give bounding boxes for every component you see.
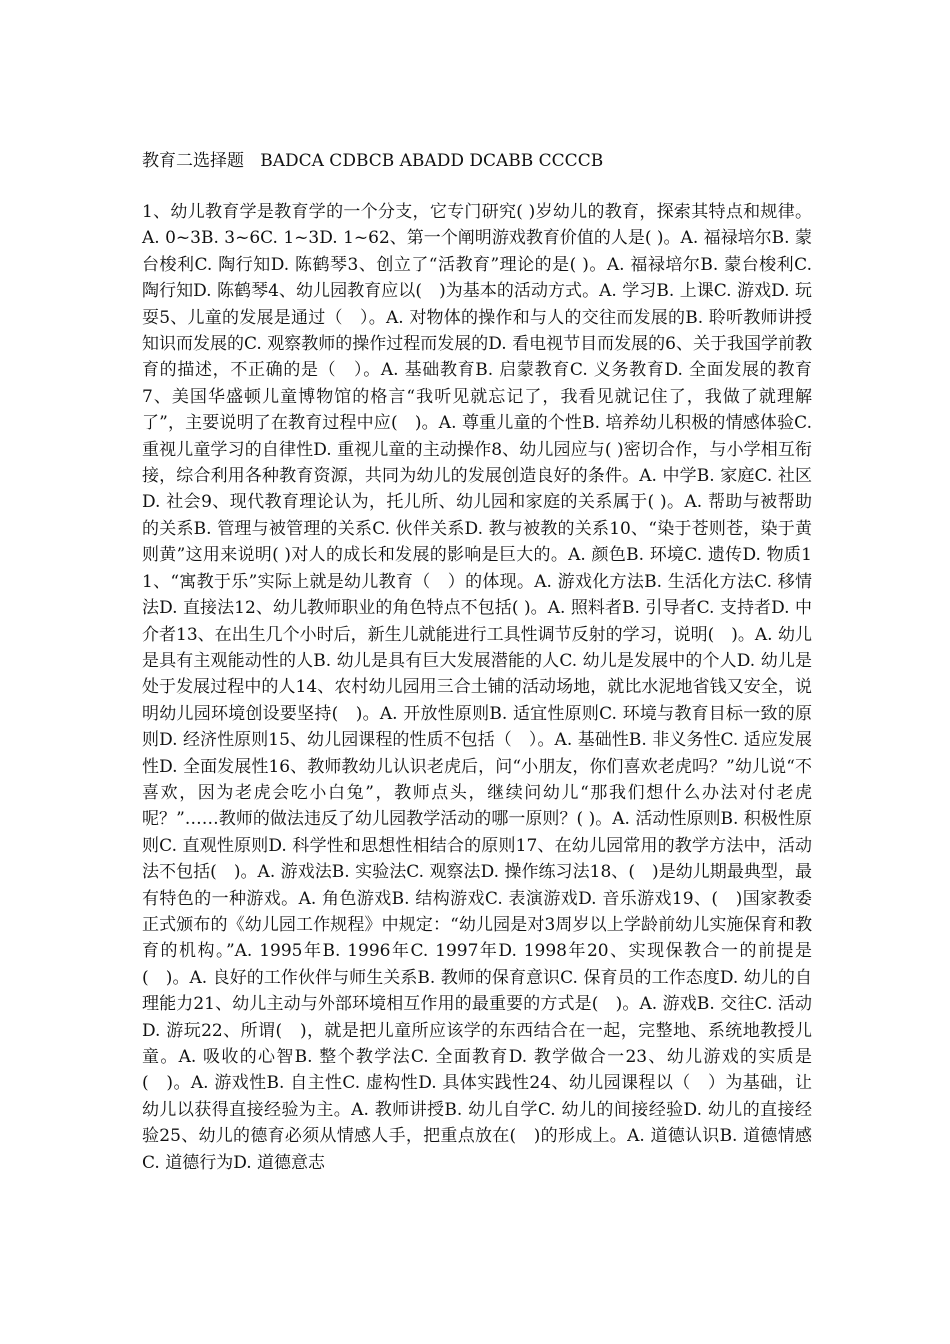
document-header — [142, 148, 822, 174]
question-body: 1、幼儿教育学是教育学的一个分支，它专门研究( )岁幼儿的教育，探索其特点和规律。A. 0~3B. 3~6C. 1~3D. 1~62、第一个阐明游戏教育价值的人是( )。A. 福禄培尔B. 蒙台梭利C. 陶行知D. 陈鹤琴3、创立了“活教育”理论的是( )。A. 福禄培尔B. 蒙台梭利C. 陶行知D. 陈鹤琴4、幼儿园教育应以( )为基本的活动方式。A. 学习B. 上课C. 游戏D. 玩耍5、儿童的发展是通过（ ）。A. 对物体的操作和与人的交往而发展的B. 聆听教师讲授知识而发展的C. 观察教师的操作过程而发展的D. 看电视节目而发展的6、关于我国学前教育的描述，不正确的是（ ）。A. 基础教育B. 启蒙教育C. 义务教育D. 全面发展的教育7、美国华盛顿儿童博物馆的格言“我听见就忘记了，我看见就记住了，我做了就理解了”，主要说明了在教育过程中应( )。A. 尊重儿童的个性B. 培养幼儿积极的情感体验C. 重视儿童学习的自律性D. 重视儿童的主动操作8、幼儿园应与( )密切合作，与小学相互衔接，综合利用各种教育资源，共同为幼儿的发展创造良好的条件。A. 中学B. 家庭C. 社区D. 社会9、现代教育理论认为，托儿所、幼儿园和家庭的关系属于( )。A. 帮助与被帮助的关系B. 管理与被管理的关系C. 伙伴关系D. 教与被教的关系10、“染于苍则苍，染于黄则黄”这用来说明( )对人的成长和发展的影响是巨大的。A. 颜色B. 环境C. 遗传D. 物质11、“寓教于乐”实际上就是幼儿教育（ ）的体现。A. 游戏化方法B. 生活化方法C. 移情法D. 直接法12、幼儿教师职业的角色特点不包括( )。A. 照料者B. 引导者C. 支持者D. 中介者13、在出生几个小时后，新生儿就能进行工具性调节反射的学习，说明( )。A. 幼儿是具有主观能动性的人B. 幼儿是具有巨大发展潜能的人C. 幼儿是发展中的个人D. 幼儿是处于发展过程中的人14、农村幼儿园用三合土铺的活动场地，就比水泥地省钱又安全，说明幼儿园环境创设要坚持( )。A. 开放性原则B. 适宜性原则C. 环境与教育目标一致的原则D. 经济性原则15、幼儿园课程的性质不包括（ ）。A. 基础性B. 非义务性C. 适应发展性D. 全面发展性16、教师教幼儿认识老虎后，问“小朋友，你们喜欢老虎吗？”幼儿说“不喜欢，因为老虎会吃小白兔”，教师点头，继续问幼儿“那我们想什么办法对付老虎呢？”……教师的做法违反了幼儿园教学活动的哪一原则？( )。A. 活动性原则B. 积极性原则C. 直观性原则D. 科学性和思想性相结合的原则17、在幼儿园常用的教学方法中，活动法不包括( )。A. 游戏法B. 实验法C. 观察法D. 操作练习法18、( )是幼儿期最典型，最有特色的一种游戏。A. 角色游戏B. 结构游戏C. 表演游戏D. 音乐游戏19、( )国家教委正式颁布的《幼儿园工作规程》中规定：“幼儿园是对3周岁以上学龄前幼儿实施保育和教育的机构。”A. 1995年B. 1996年C. 1997年D. 1998年20、实现保教合一的前提是( )。A. 良好的工作伙伴与师生关系B. 教师的保育意识C. 保育员的工作态度D. 幼儿的自理能力21、幼儿主动与外部环境相互作用的最重要的方式是( )。A. 游戏B. 交往C. 活动D. 游玩22、所谓( )，就是把儿童所应该学的东西结合在一起，完整地、系统地教授儿童。A. 吸收的心智B. 整个教学法C. 全面教育D. 教学做合一23、幼儿游戏的实质是( )。A. 游戏性B. 自主性C. 虚构性D. 具体实践性24、幼儿园课程以（ ）为基础，让幼儿以获得直接经验为主。A. 教师讲授B. 幼儿自学C. 幼儿的间接经验D. 幼儿的直接经验25、幼儿的德育必须从情感人手，把重点放在( )的形成上。A. 道德认识B. 道德情感C. 道德行为D. 道德意志 — [142, 202, 812, 1173]
answer-key: BADCA CDBCB ABADD DCABB CCCCB — [260, 151, 604, 171]
document-title: 教育二选择题 — [142, 151, 244, 171]
